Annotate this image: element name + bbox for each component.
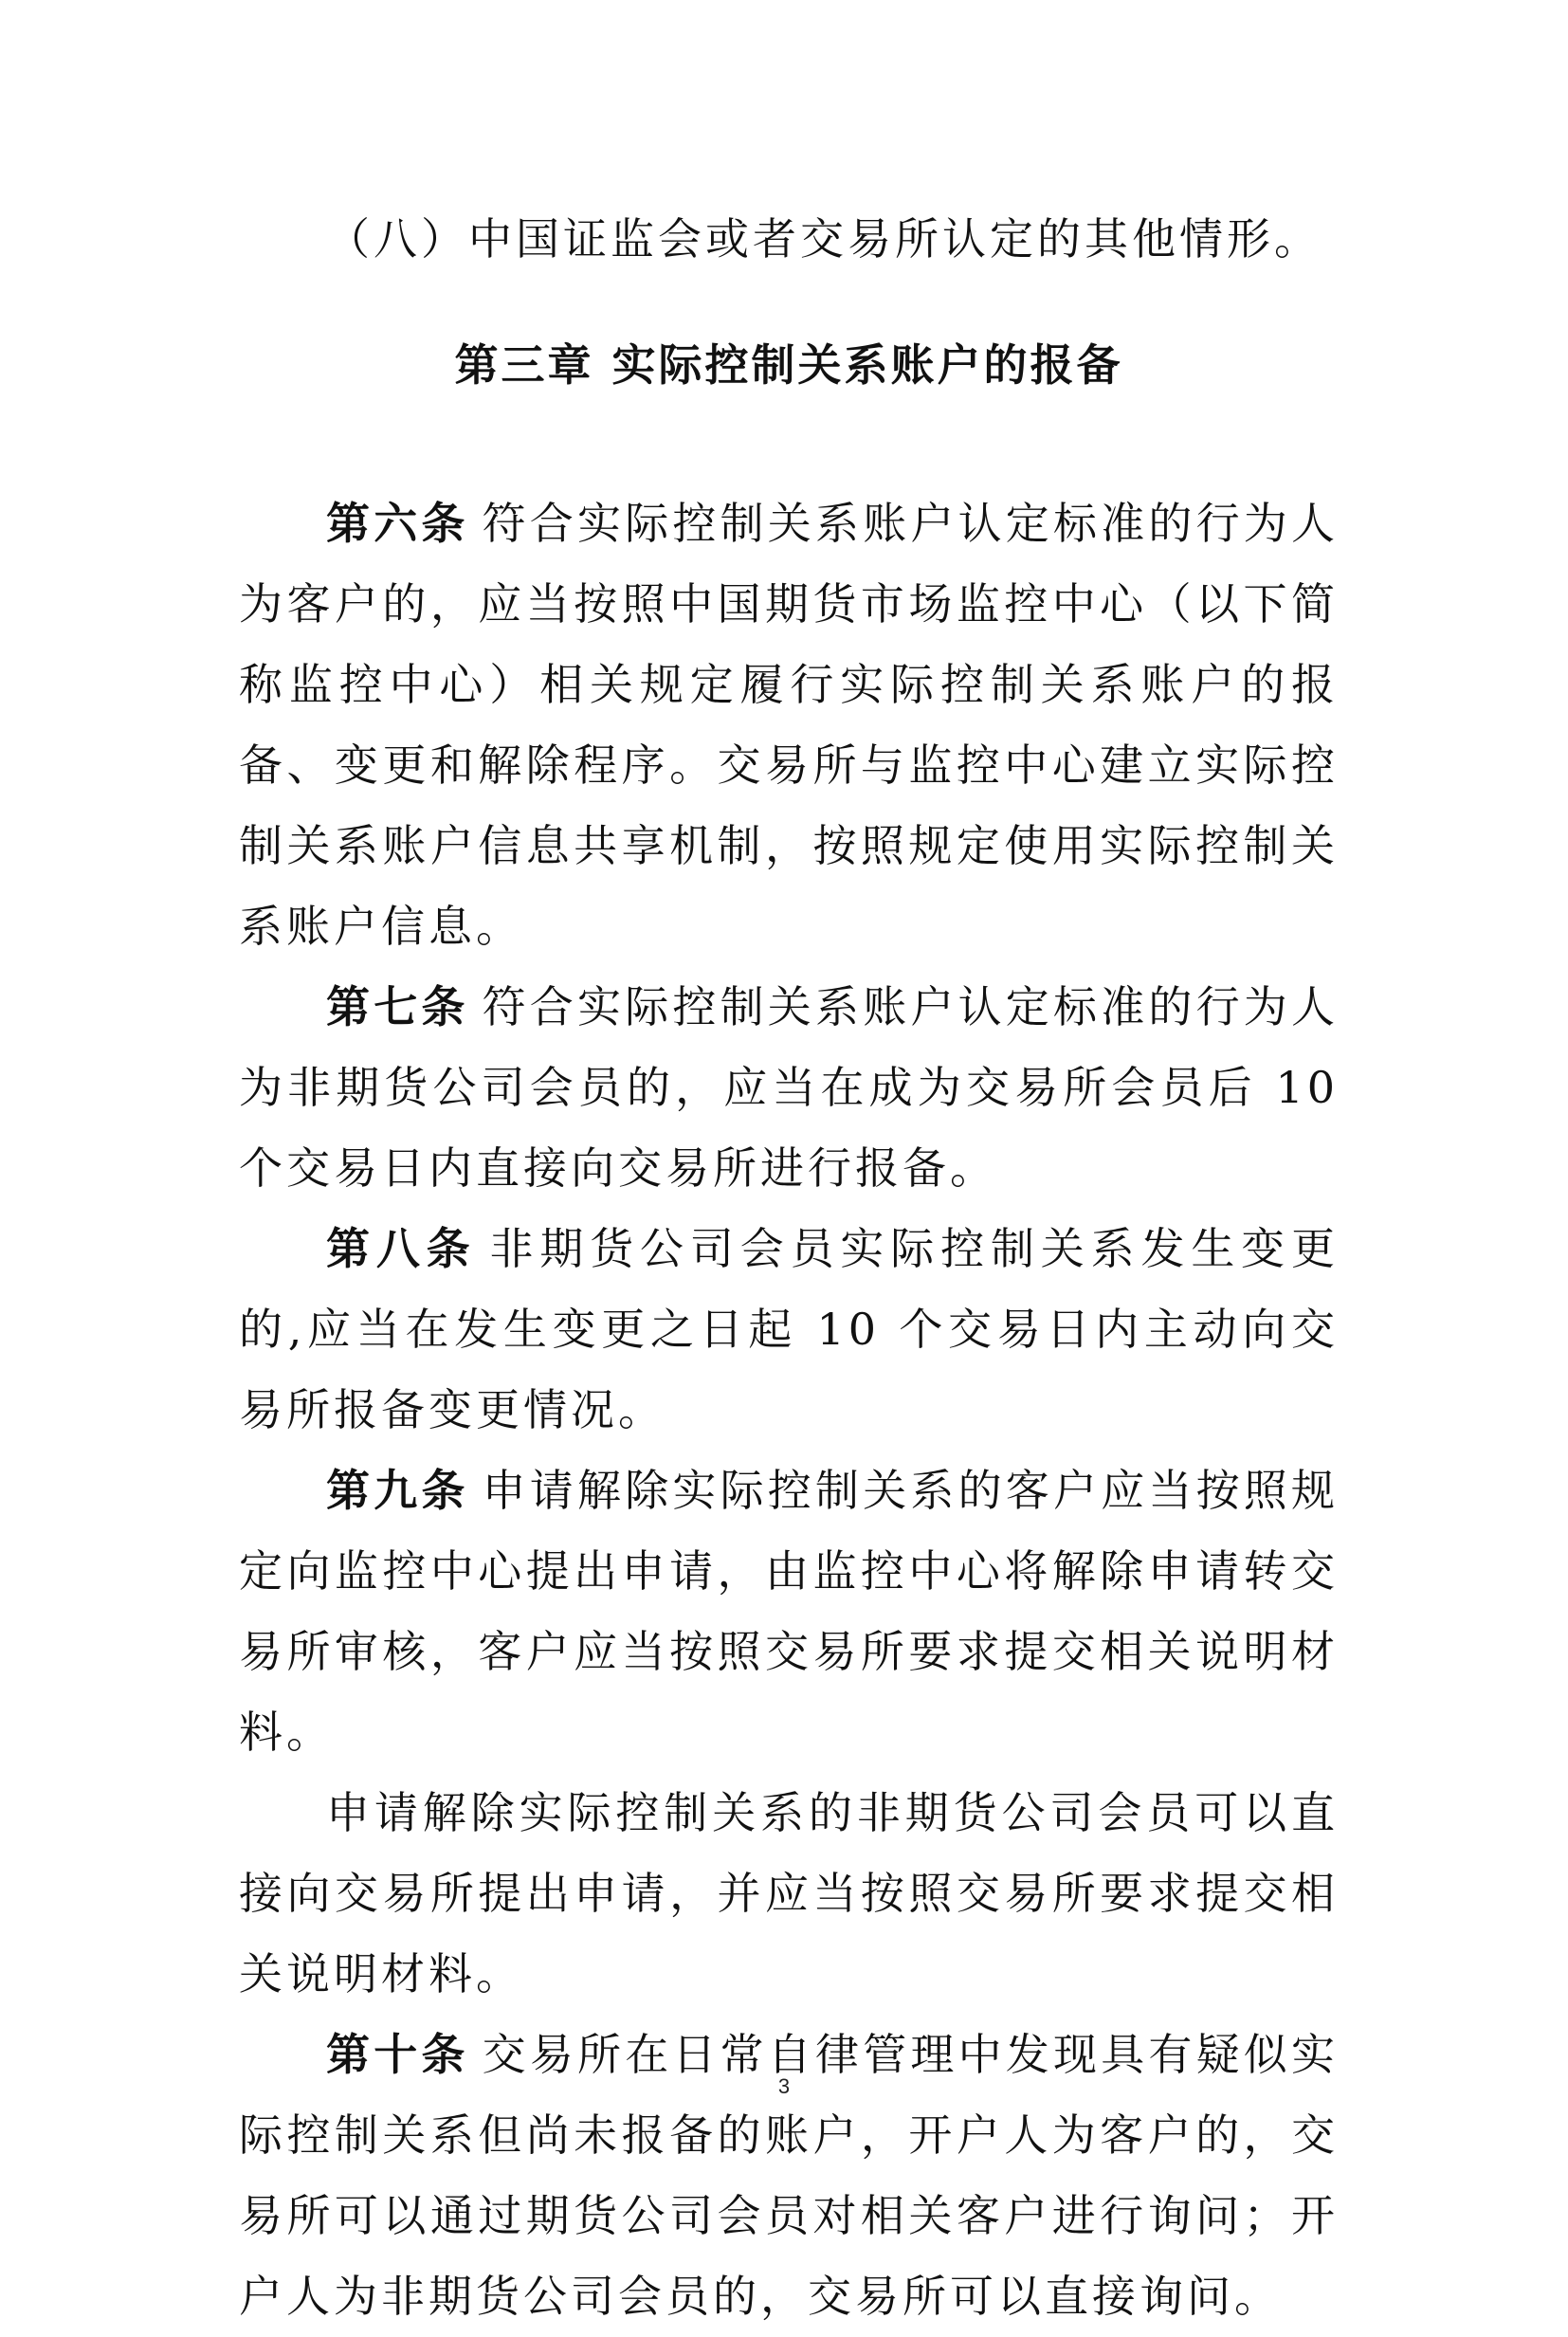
article-9-continuation: 申请解除实际控制关系的非期货公司会员可以直接向交易所提出申请，并应当按照交易所要求提交相关说明材料。 — [239, 1787, 1339, 1999]
article-6 — [239, 484, 1339, 967]
clause-eight: （八）中国证监会或者交易所认定的其他情形。 — [326, 213, 1322, 265]
article-text: 符合实际控制关系账户认定标准的行为人为非期货公司会员的，应当在成为交易所会员后 10 个交易日内直接向交易所进行报备。 — [239, 981, 1340, 1194]
article-text: 交易所在日常自律管理中发现具有疑似实际控制关系但尚未报备的账户，开户人为客户的，交易所可以通过期货公司会员对相关客户进行询问；开户人为非期货公司会员的，交易所可以直接询问。 — [239, 2029, 1340, 2322]
article-number: 第九条 — [326, 1465, 469, 1516]
article-number: 第八条 — [326, 1223, 477, 1274]
chapter-title: 第三章 实际控制关系账户的报备 — [454, 339, 1123, 391]
article-number: 第六条 — [326, 498, 469, 549]
article-text: 申请解除实际控制关系的客户应当按照规定向监控中心提出申请，由监控中心将解除申请转交易所审核，客户应当按照交易所要求提交相关说明材料。 — [239, 1465, 1340, 1758]
article-8 — [239, 1209, 1339, 1451]
article-text: 非期货公司会员实际控制关系发生变更的,应当在发生变更之日起 10 个交易日内主动向交易所报备变更情况。 — [239, 1223, 1340, 1435]
article-7 — [239, 967, 1339, 1209]
page-number: 3 — [777, 2074, 791, 2098]
article-number: 第十条 — [326, 2029, 469, 2080]
article-9 — [239, 1451, 1339, 1773]
article-number: 第七条 — [326, 981, 469, 1032]
article-text: 符合实际控制关系账户认定标准的行为人为客户的，应当按照中国期货市场监控中心（以下简称监控中心）相关规定履行实际控制关系账户的报备、变更和解除程序。交易所与监控中心建立实际控制关系账户信息共享机制，按照规定使用实际控制关系账户信息。 — [239, 498, 1340, 952]
article-10 — [239, 2015, 1339, 2337]
document-body — [239, 199, 1339, 2337]
